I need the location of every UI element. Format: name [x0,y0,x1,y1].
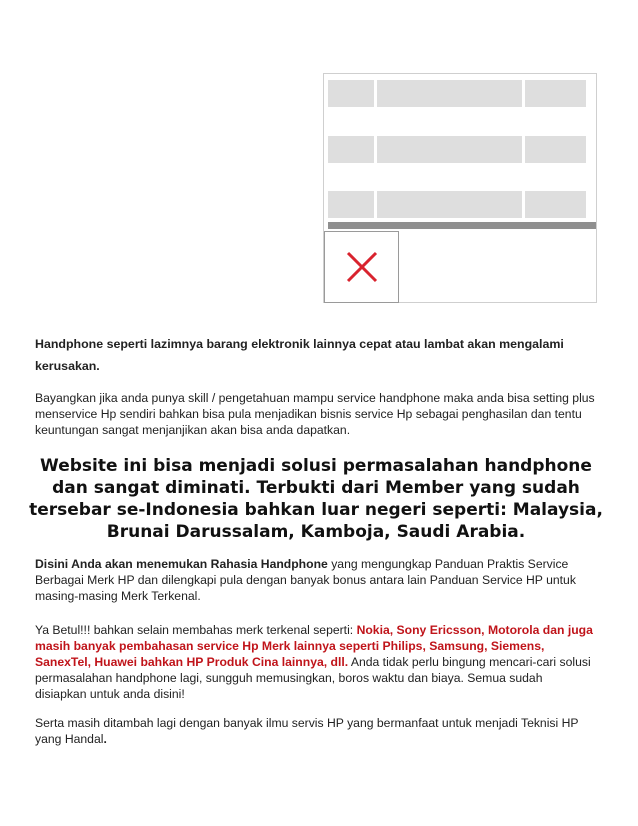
table-cell [377,136,522,163]
headline: Website ini bisa menjadi solusi permasalahan handphone dan sangat diminati. Terbukti dari Member yang sudah tersebar se-Indonesia bahkan luar negeri seperti: Malaysia, Brunai Darussalam, Kamboja, Saudi Arabia. [29,456,603,542]
lead-paragraph: Handphone seperti lazimnya barang elektronik lainnya cepat atau lambat akan mengalami kerusakan. [35,337,564,373]
brands-intro: Ya Betul!!! bahkan selain membahas merk terkenal seperti: [35,623,357,637]
secret-paragraph-rest: yang mengungkap Panduan Praktis Service Berbagai Merk HP dan dilengkapi pula dengan banyak bonus antara lain Panduan Service HP untuk masing-masing Merk Terkenal. [35,557,576,603]
scrollbar [328,222,596,229]
brands-paragraph [35,622,597,702]
table-row [328,136,586,163]
table-cell [525,136,586,163]
brands-rest: Anda tidak perlu bingung mencari-cari solusi permasalahan handphone lagi, sungguh memusingkan, boros waktu dan biaya. Semua sudah disiapkan untuk anda disini! [35,655,591,701]
skill-paragraph: Bayangkan jika anda punya skill / pengetahuan mampu service handphone maka anda bisa setting plus menservice Hp sendiri bahkan bisa pula menjadikan bisnis service Hp sebagai penghasilan dan tentu keuntungan sangat menjanjikan akan bisa anda dapatkan. [35,391,595,437]
table-row [328,191,586,218]
closing-period: . [103,732,107,746]
closing-text: Serta masih ditambah lagi dengan banyak ilmu servis HP yang bermanfaat untuk menjadi Teknisi HP yang Handal [35,716,579,746]
table-cell [377,80,522,107]
closing-paragraph [35,715,597,747]
table-cell [328,80,374,107]
table-cell [525,191,586,218]
secret-paragraph [35,556,597,604]
close-icon [345,250,379,284]
table-cell [328,191,374,218]
broken-image [324,231,399,303]
brands-list: Nokia, Sony Ericsson, Motorola dan juga masih banyak pembahasan service Hp Merk lainnya seperti Philips, Samsung, Siemens, SanexTel, Huawei bahkan HP Produk Cina lainnya, dll. [35,623,593,669]
table-cell [377,191,522,218]
table-row [328,80,586,107]
top-figure-placeholder [323,73,597,303]
table-cell [525,80,586,107]
table-cell [328,136,374,163]
secret-paragraph-bold: Disini Anda akan menemukan Rahasia Handphone [35,557,328,571]
